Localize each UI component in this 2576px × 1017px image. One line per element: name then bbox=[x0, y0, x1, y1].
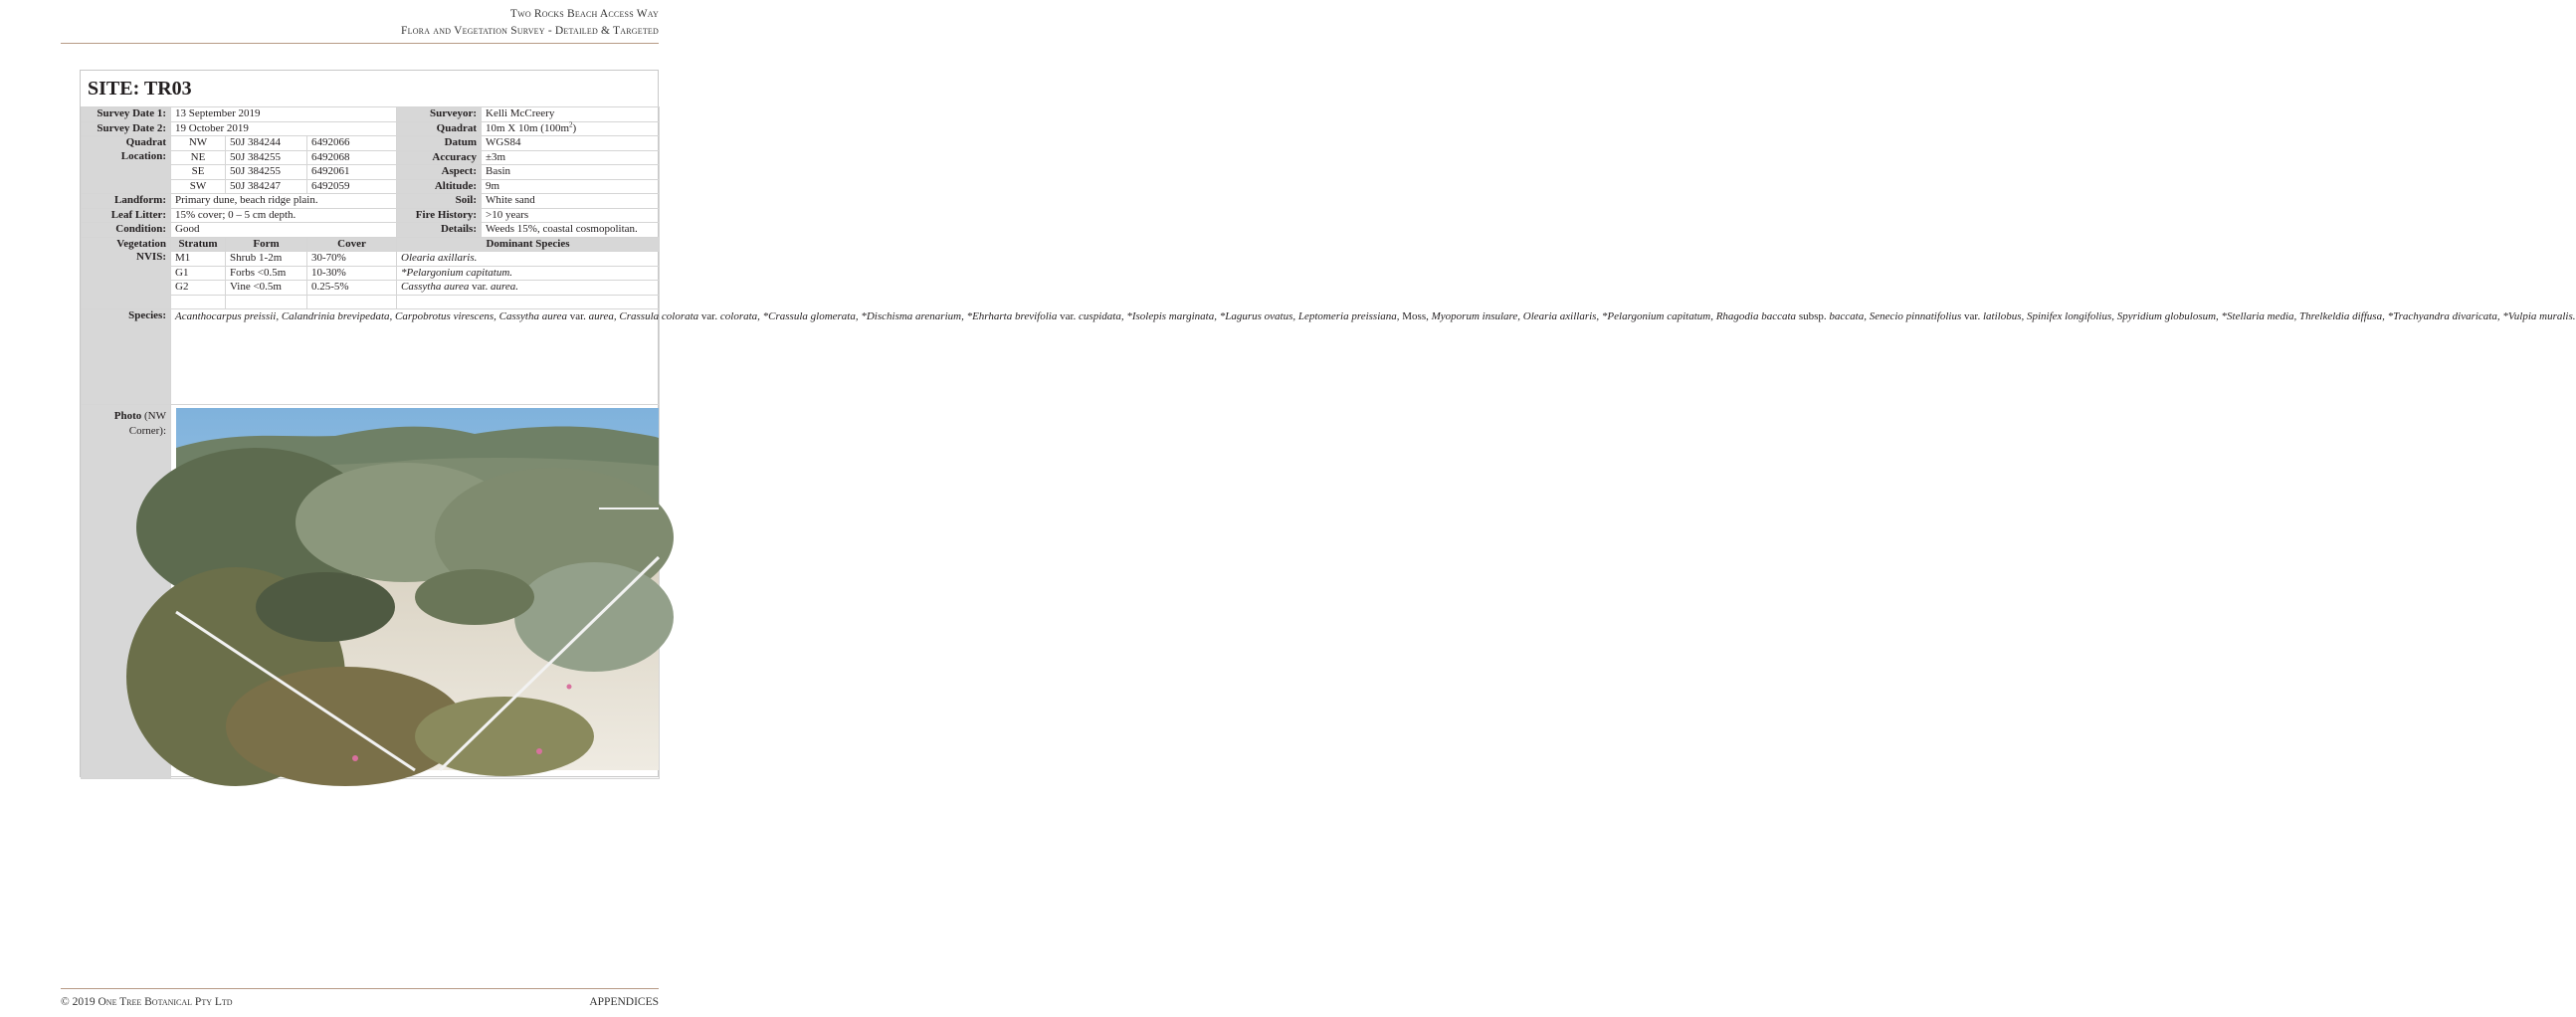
altitude-label: Altitude: bbox=[397, 179, 482, 194]
aspect-label: Aspect: bbox=[397, 165, 482, 180]
corner-nw: NW bbox=[171, 136, 226, 151]
species-list: Acanthocarpus preissii, Calandrinia brevipedata, Carpobrotus virescens, Cassytha aurea var. aurea, Crassula colorata var. colorata, *Crassula glomerata, *Dischisma arenarium, *Ehrharta brevifolia var. cuspidata, *Isolepis marginata, *Lagurus ovatus, Leptomeria preissiana, Moss, Myoporum insulare, Olearia axillaris, *Pelargonium capitatum, Rhagodia baccata subsp. baccata, Senecio pinnatifolius var. latilobus, Spinifex longifolius, Spyridium globulosum, *Stellaria media, Threlkeldia diffusa, *Trachyandra divaricata, *Vulpia muralis. bbox=[171, 309, 660, 405]
header-rule bbox=[61, 43, 659, 44]
species-label: Species: bbox=[82, 309, 171, 405]
cover-cell: 10-30% bbox=[307, 266, 397, 281]
form-header: Form bbox=[226, 237, 307, 252]
accuracy-label: Accuracy bbox=[397, 150, 482, 165]
quadrat-label: Quadrat bbox=[397, 121, 482, 136]
dominant-species-cell: *Pelargonium capitatum. bbox=[397, 266, 660, 281]
altitude-value: 9m bbox=[482, 179, 660, 194]
dominant-species-header: Dominant Species bbox=[397, 237, 660, 252]
quadrat-size-value: 10m X 10m $(100m^2)$ bbox=[482, 121, 660, 136]
cover-cell: 30-70% bbox=[307, 252, 397, 267]
stratum-cell: G1 bbox=[171, 266, 226, 281]
form-cell: Forbs <0.5m bbox=[226, 266, 307, 281]
dominant-species-cell: Olearia axillaris. bbox=[397, 252, 660, 267]
details-label: Details: bbox=[397, 223, 482, 238]
form-cell: Vine <0.5m bbox=[226, 281, 307, 296]
survey-date1-value: 13 September 2019 bbox=[171, 107, 397, 122]
datum-label: Datum bbox=[397, 136, 482, 151]
survey-date1-label: Survey Date 1: bbox=[82, 107, 171, 122]
cover-cell: 0.25-5% bbox=[307, 281, 397, 296]
northing-ne: 6492068 bbox=[307, 150, 397, 165]
vegetation-nvis-label: Vegetation NVIS: bbox=[82, 237, 171, 309]
northing-sw: 6492059 bbox=[307, 179, 397, 194]
footer-rule bbox=[61, 988, 659, 989]
leaf-litter-value: 15% cover; 0 – 5 cm depth. bbox=[171, 208, 397, 223]
details-value: Weeds 15%, coastal cosmopolitan. bbox=[482, 223, 660, 238]
photo-label: Photo (NW Corner): bbox=[82, 405, 171, 779]
fire-history-value: >10 years bbox=[482, 208, 660, 223]
surveyor-value: Kelli McCreery bbox=[482, 107, 660, 122]
corner-ne: NE bbox=[171, 150, 226, 165]
condition-label: Condition: bbox=[82, 223, 171, 238]
northing-se: 6492061 bbox=[307, 165, 397, 180]
easting-sw: 50J 384247 bbox=[226, 179, 307, 194]
survey-date2-value: 19 October 2019 bbox=[171, 121, 397, 136]
soil-label: Soil: bbox=[397, 194, 482, 209]
landform-value: Primary dune, beach ridge plain. bbox=[171, 194, 397, 209]
condition-value: Good bbox=[171, 223, 397, 238]
header-project-title: Two Rocks Beach Access Way bbox=[509, 8, 659, 20]
landform-label: Landform: bbox=[82, 194, 171, 209]
header-report-title: Flora and Vegetation Survey - Detailed & Targeted bbox=[401, 25, 659, 37]
datum-value: WGS84 bbox=[482, 136, 660, 151]
easting-se: 50J 384255 bbox=[226, 165, 307, 180]
quadrat-location-label: Quadrat Location: bbox=[82, 136, 171, 194]
accuracy-value: ±3m bbox=[482, 150, 660, 165]
landscape-photo-icon bbox=[176, 408, 659, 770]
site-title: SITE: TR03 bbox=[88, 78, 192, 100]
cover-header: Cover bbox=[307, 237, 397, 252]
survey-date2-label: Survey Date 2: bbox=[82, 121, 171, 136]
site-photo bbox=[176, 408, 659, 770]
footer-copyright: © 2019 One Tree Botanical Pty Ltd bbox=[61, 996, 233, 1008]
stratum-cell: M1 bbox=[171, 252, 226, 267]
aspect-value: Basin bbox=[482, 165, 660, 180]
easting-ne: 50J 384255 bbox=[226, 150, 307, 165]
northing-nw: 6492066 bbox=[307, 136, 397, 151]
soil-value: White sand bbox=[482, 194, 660, 209]
stratum-cell: G2 bbox=[171, 281, 226, 296]
form-cell: Shrub 1-2m bbox=[226, 252, 307, 267]
dominant-species-cell: Cassytha aurea var. aurea. bbox=[397, 281, 660, 296]
surveyor-label: Surveyor: bbox=[397, 107, 482, 122]
leaf-litter-label: Leaf Litter: bbox=[82, 208, 171, 223]
corner-se: SE bbox=[171, 165, 226, 180]
site-record-card bbox=[80, 70, 2576, 777]
easting-nw: 50J 384244 bbox=[226, 136, 307, 151]
fire-history-label: Fire History: bbox=[397, 208, 482, 223]
corner-sw: SW bbox=[171, 179, 226, 194]
footer-section: APPENDICES bbox=[589, 996, 659, 1008]
stratum-header: Stratum bbox=[171, 237, 226, 252]
